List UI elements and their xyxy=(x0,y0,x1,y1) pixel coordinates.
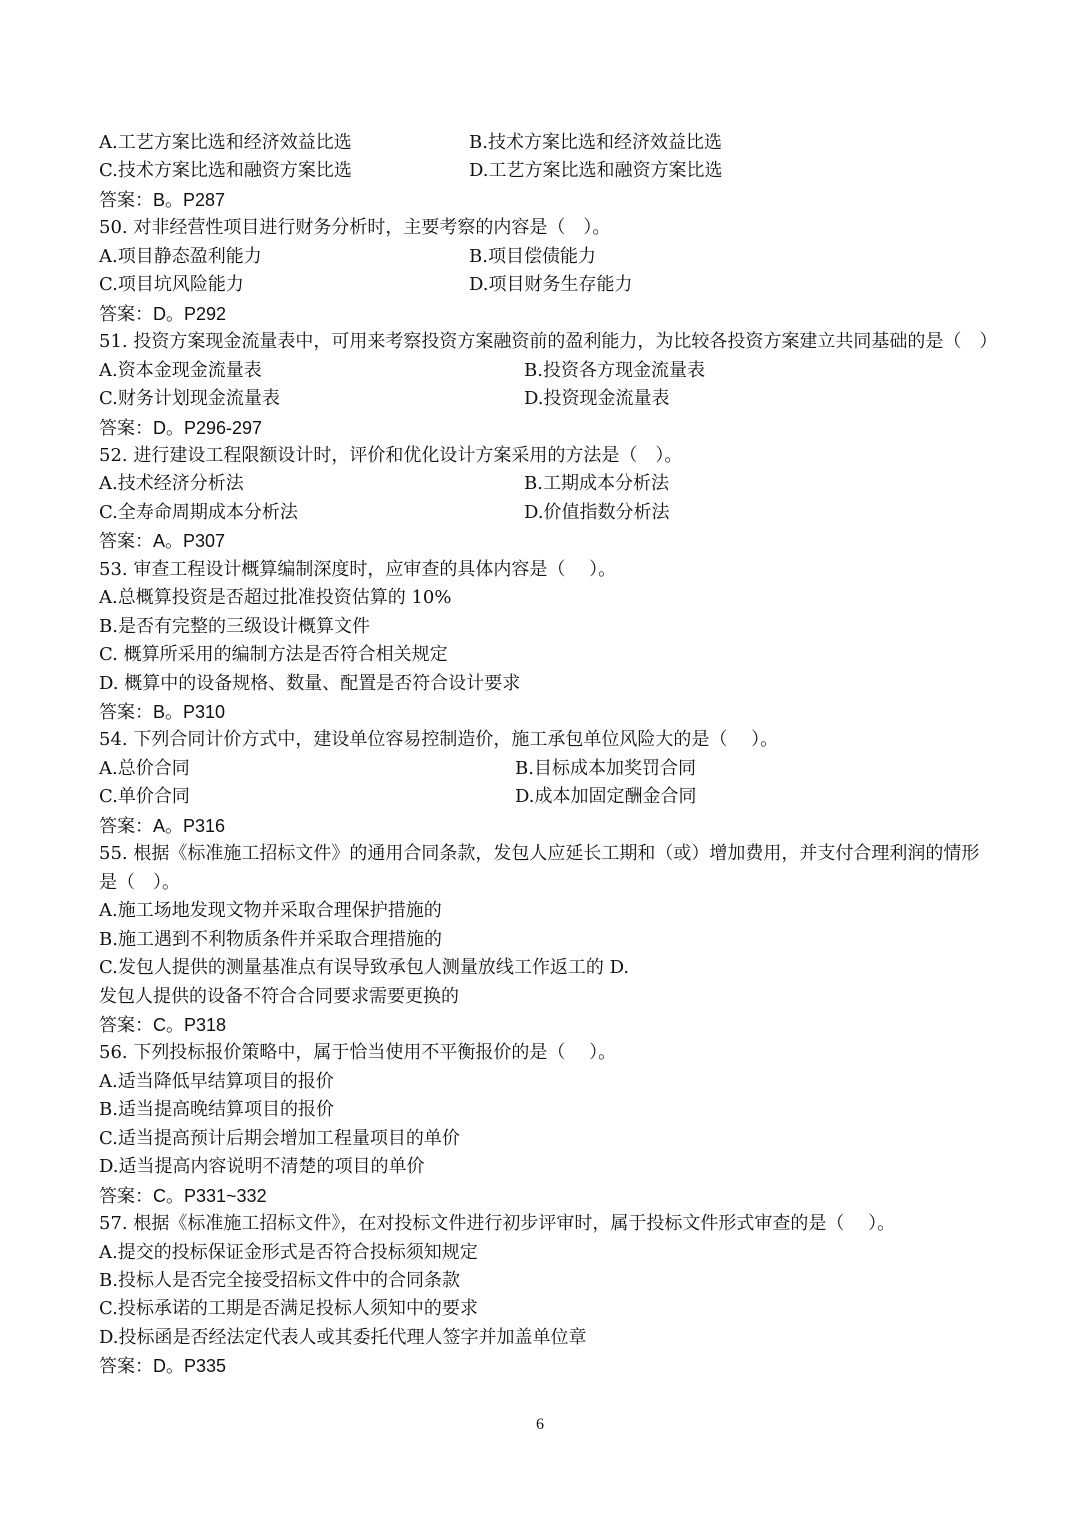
option-row xyxy=(99,470,669,498)
answer-line xyxy=(99,698,225,726)
option-text: B.适当提高晚结算项目的报价 xyxy=(99,1099,334,1121)
option-text: C.投标承诺的工期是否满足投标人须知中的要求 xyxy=(99,1298,478,1320)
option-text: B.投资各方现金流量表 xyxy=(524,359,705,381)
option-text: B.项目偿债能力 xyxy=(469,245,596,267)
option-row xyxy=(99,1267,460,1295)
option-row xyxy=(99,670,520,698)
answer-line xyxy=(99,1352,226,1380)
option-text: 发包人提供的设备不符合合同要求需要更换的 xyxy=(99,985,459,1007)
option-text: D.适当提高内容说明不清楚的项目的单价 xyxy=(99,1156,425,1178)
option-text: A.施工场地发现文物并采取合理保护措施的 xyxy=(99,900,442,922)
option-text: C. 概算所采用的编制方法是否符合相关规定 xyxy=(99,644,448,666)
option-text: C.适当提高预计后期会增加工程量项目的单价 xyxy=(99,1127,460,1149)
question-stem: 57. 根据《标准施工招标文件》，在对投标文件进行初步评审时，属于投标文件形式审查的是（ ）。 xyxy=(99,1213,896,1235)
question-stem: 51. 投资方案现金流量表中，可用来考察投资方案融资前的盈利能力，为比较各投资方案建立共同基础的是（ ） xyxy=(99,331,998,353)
option-row xyxy=(99,157,723,185)
answer-label: 答案： xyxy=(99,531,153,553)
option-text: D.项目财务生存能力 xyxy=(469,274,633,296)
answer-value: B。P310 xyxy=(153,702,226,722)
option-row xyxy=(99,1239,478,1267)
option-text: D.投资现金流量表 xyxy=(524,388,670,410)
question-stem: 52. 进行建设工程限额设计时，评价和优化设计方案采用的方法是（ ）。 xyxy=(99,444,683,466)
option-row xyxy=(99,271,633,299)
option-text: A.项目静态盈利能力 xyxy=(99,245,262,267)
option-row xyxy=(99,613,370,641)
answer-value: D。P296-297 xyxy=(153,417,263,438)
question-stem: 50. 对非经营性项目进行财务分析时，主要考察的内容是（ ）。 xyxy=(99,217,611,239)
question-stem: 53. 审查工程设计概算编制深度时，应审查的具体内容是（ ）。 xyxy=(99,558,617,580)
answer-value: A。P316 xyxy=(153,815,226,836)
question-stem: 56. 下列投标报价策略中，属于恰当使用不平衡报价的是（ ）。 xyxy=(99,1042,617,1064)
option-row xyxy=(99,954,629,982)
option-text: D.价值指数分析法 xyxy=(524,501,670,523)
answer-value: D。P335 xyxy=(153,1356,227,1377)
answer-label: 答案： xyxy=(99,1356,153,1378)
answer-label: 答案： xyxy=(99,702,153,723)
option-row xyxy=(99,1324,587,1352)
option-text: D.工艺方案比选和融资方案比选 xyxy=(469,160,723,182)
option-row xyxy=(99,499,670,527)
option-row xyxy=(99,1153,425,1181)
question-stem: 是（ ）。 xyxy=(99,871,180,893)
option-text: A.总价合同 xyxy=(99,757,190,779)
answer-label: 答案： xyxy=(99,189,153,211)
option-text: B.施工遇到不利物质条件并采取合理措施的 xyxy=(99,928,442,950)
option-text: B.目标成本加奖罚合同 xyxy=(515,757,696,779)
option-text: A.适当降低早结算项目的报价 xyxy=(99,1070,334,1092)
answer-value: A。P307 xyxy=(153,531,226,552)
option-row xyxy=(99,385,670,413)
option-text: A.资本金现金流量表 xyxy=(99,359,262,381)
page-number: 6 xyxy=(536,1416,544,1433)
answer-line xyxy=(99,414,262,442)
answer-value: C。P318 xyxy=(153,1014,227,1035)
answer-label: 答案： xyxy=(99,815,153,837)
option-text: D.投标函是否经法定代表人或其委托代理人签字并加盖单位章 xyxy=(99,1326,587,1348)
option-row xyxy=(99,1096,334,1124)
option-row xyxy=(99,243,596,271)
option-text: A.技术经济分析法 xyxy=(99,473,244,495)
question-stem: 55. 根据《标准施工招标文件》的通用合同条款，发包人应延长工期和（或）增加费用，并支付合理利润的情形 xyxy=(99,843,980,865)
answer-line xyxy=(99,1011,226,1039)
option-row xyxy=(99,983,459,1011)
option-text: C.全寿命周期成本分析法 xyxy=(99,501,298,523)
answer-value: C。P331~332 xyxy=(153,1185,267,1206)
answer-value: B。P287 xyxy=(153,189,226,210)
option-row xyxy=(99,1068,334,1096)
option-row xyxy=(99,755,696,783)
question-stem: 54. 下列合同计价方式中，建设单位容易控制造价，施工承包单位风险大的是（ ）。 xyxy=(99,729,779,751)
answer-line xyxy=(99,186,225,214)
answer-line xyxy=(99,1182,267,1210)
option-row xyxy=(99,926,442,954)
option-text: A.工艺方案比选和经济效益比选 xyxy=(99,132,352,153)
option-text: A.总概算投资是否超过批准投资估算的 10% xyxy=(99,587,452,609)
answer-label: 答案： xyxy=(99,417,153,439)
answer-line xyxy=(99,812,225,840)
answer-label: 答案： xyxy=(99,303,153,325)
option-row xyxy=(99,1125,460,1153)
option-text: B.是否有完整的三级设计概算文件 xyxy=(99,615,370,637)
option-row xyxy=(99,584,451,612)
option-row xyxy=(99,129,722,157)
option-text: B.投标人是否完全接受招标文件中的合同条款 xyxy=(99,1270,460,1291)
option-text: D. 概算中的设备规格、数量、配置是否符合设计要求 xyxy=(99,672,521,694)
option-text: A.提交的投标保证金形式是否符合投标须知规定 xyxy=(99,1241,478,1263)
option-text: C.财务计划现金流量表 xyxy=(99,388,280,410)
option-row xyxy=(99,897,442,925)
option-row xyxy=(99,783,697,811)
answer-label: 答案： xyxy=(99,1014,153,1036)
option-row xyxy=(99,641,448,669)
option-text: D.成本加固定酬金合同 xyxy=(515,786,697,808)
option-row xyxy=(99,357,705,385)
answer-value: D。P292 xyxy=(153,303,227,324)
answer-line xyxy=(99,300,226,328)
answer-label: 答案： xyxy=(99,1185,153,1207)
option-text: B.技术方案比选和经济效益比选 xyxy=(469,132,722,153)
option-text: C.项目坑风险能力 xyxy=(99,274,244,296)
option-text: C.单价合同 xyxy=(99,786,190,808)
option-row xyxy=(99,1295,478,1323)
option-text: C.发包人提供的测量基准点有误导致承包人测量放线工作返工的 D. xyxy=(99,957,630,979)
option-text: B.工期成本分析法 xyxy=(524,473,669,495)
option-text: C.技术方案比选和融资方案比选 xyxy=(99,160,352,182)
answer-line xyxy=(99,527,225,555)
